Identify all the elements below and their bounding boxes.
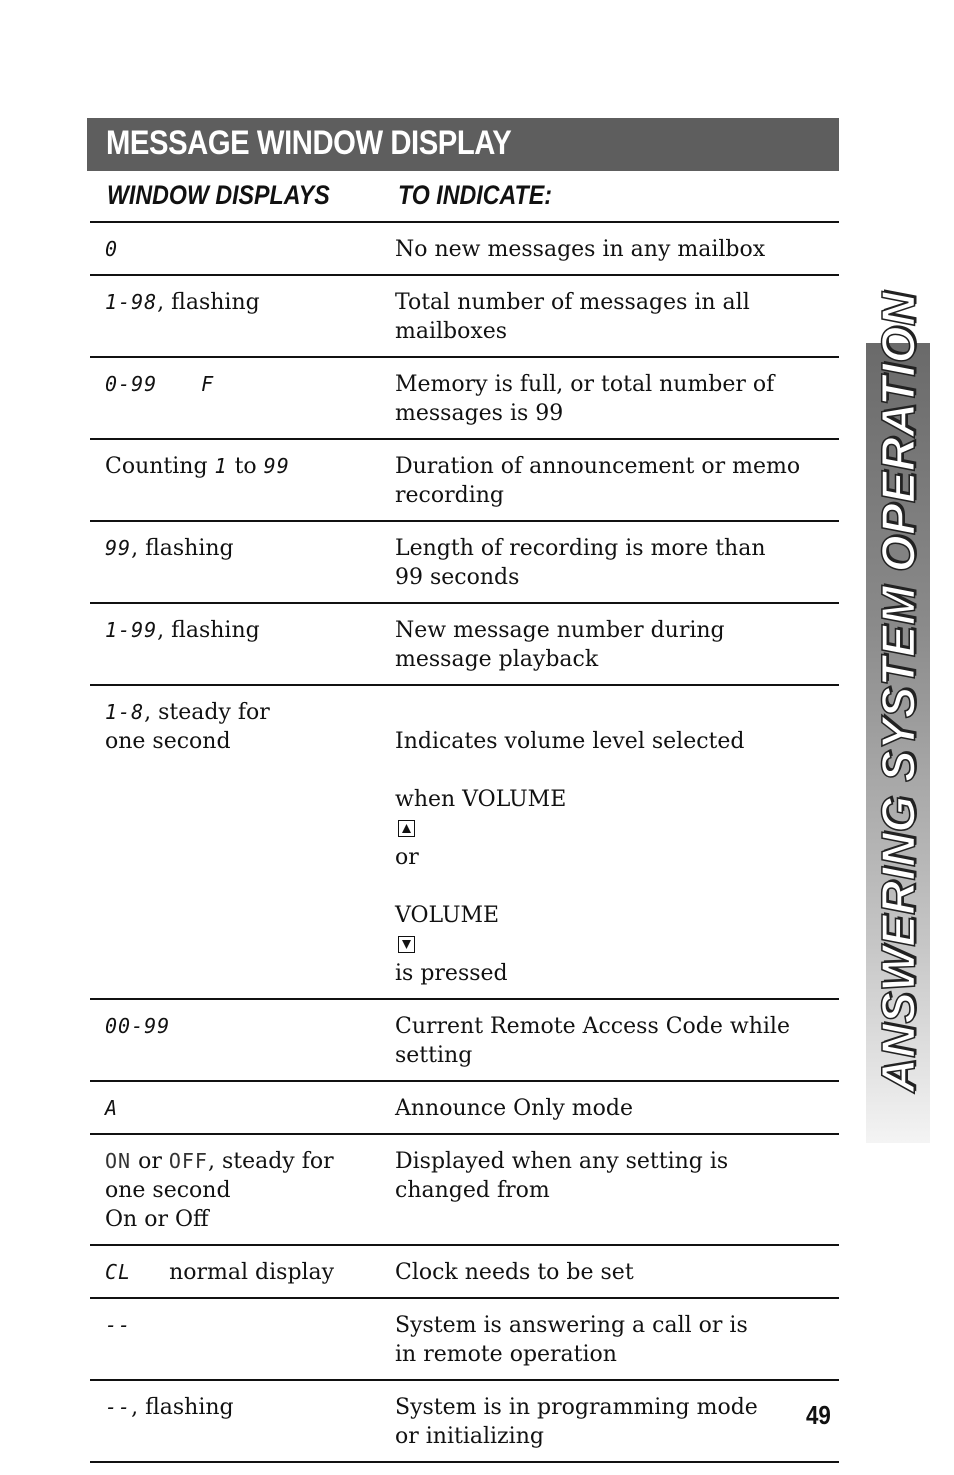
volume-down-key-icon (398, 936, 415, 953)
lcd-text: 00-99 (105, 1014, 171, 1038)
indication-cell: System is answering a call or is in remote operation (395, 1313, 748, 1367)
display-note: , flashing (131, 536, 234, 561)
lcd-text: 99 (105, 536, 132, 560)
lcd-text: OFF (168, 1149, 208, 1173)
column-header-window-displays: WINDOW DISPLAYS (107, 180, 330, 210)
display-table (90, 221, 839, 1463)
column-header-to-indicate: TO INDICATE: (398, 180, 552, 210)
lcd-text: CL (105, 1260, 132, 1284)
display-note: , flashing (131, 1395, 234, 1420)
indication-text: VOLUME (395, 903, 500, 928)
window-display-cell (90, 288, 380, 346)
indication-text: Indicates volume level selected (395, 729, 745, 754)
display-note: one second (105, 729, 231, 754)
window-display-cell (90, 1012, 380, 1070)
window-display-cell (90, 1258, 380, 1287)
display-note: to (227, 454, 264, 479)
table-row (90, 1246, 839, 1299)
table-row (90, 1381, 839, 1463)
indication-cell: Memory is full, or total number of messages is 99 (395, 372, 775, 426)
indication-cell: Clock needs to be set (395, 1260, 634, 1285)
table-row (90, 276, 839, 358)
table-row (90, 522, 839, 604)
display-note: or (131, 1149, 169, 1174)
indication-cell: New message number during message playback (395, 618, 725, 672)
window-display-cell (90, 534, 380, 592)
lcd-text: 1 (214, 454, 228, 478)
lcd-text: 0 (105, 237, 119, 261)
lcd-text: 0-99 (105, 372, 158, 396)
table-row (90, 1082, 839, 1135)
lcd-text: 99 (263, 454, 290, 478)
display-note: On or Off (105, 1207, 209, 1232)
display-note: , steady for (144, 700, 270, 725)
display-note: one second (105, 1178, 231, 1203)
lcd-text: ON (105, 1149, 132, 1173)
section-title: MESSAGE WINDOW DISPLAY (106, 124, 512, 162)
display-note: , flashing (157, 290, 260, 315)
page-number: 49 (806, 1400, 831, 1430)
display-note: normal display (169, 1260, 335, 1285)
indication-cell: Length of recording is more than 99 seconds (395, 536, 766, 590)
table-row (90, 358, 839, 440)
indication-cell (380, 698, 839, 988)
indication-cell: No new messages in any mailbox (395, 237, 766, 262)
window-display-cell (90, 1094, 380, 1123)
table-row (90, 1135, 839, 1246)
indication-cell: Duration of announcement or memo recording (395, 454, 801, 508)
indication-cell: Announce Only mode (395, 1096, 634, 1121)
chapter-side-tab-label: ANSWERING SYSTEM OPERATION (871, 291, 925, 1093)
window-display-cell (90, 1147, 380, 1234)
indication-cell: System is in programming mode or initializing (395, 1395, 758, 1449)
window-display-cell (90, 698, 380, 988)
lcd-text: -- (105, 1395, 132, 1419)
display-note: , flashing (157, 618, 260, 643)
table-row (90, 604, 839, 686)
indication-cell: Current Remote Access Code while setting (395, 1014, 790, 1068)
lcd-text: -- (105, 1313, 132, 1337)
display-note: , steady for (207, 1149, 334, 1174)
table-row (90, 440, 839, 522)
volume-up-key-icon (398, 820, 415, 837)
indication-text: when VOLUME (395, 787, 567, 812)
lcd-text: 1-98 (105, 290, 158, 314)
lcd-text: F (201, 372, 215, 396)
window-display-cell (90, 1311, 380, 1369)
indication-cell: Total number of messages in all mailboxes (395, 290, 750, 344)
window-display-cell (90, 616, 380, 674)
window-display-cell (90, 1393, 380, 1451)
lcd-text: 1-99 (105, 618, 158, 642)
indication-cell: Displayed when any setting is changed from (395, 1149, 729, 1203)
lcd-text: 1-8 (105, 700, 145, 724)
display-note: Counting (105, 454, 215, 479)
table-row (90, 686, 839, 1000)
table-row (90, 1299, 839, 1381)
indication-text: or (395, 845, 419, 870)
table-row (90, 1000, 839, 1082)
window-display-cell (90, 235, 380, 264)
section-header (87, 118, 839, 171)
indication-text: is pressed (395, 961, 508, 986)
window-display-cell (90, 452, 380, 510)
table-row (90, 223, 839, 276)
window-display-cell (90, 370, 380, 428)
lcd-text: A (105, 1096, 119, 1120)
